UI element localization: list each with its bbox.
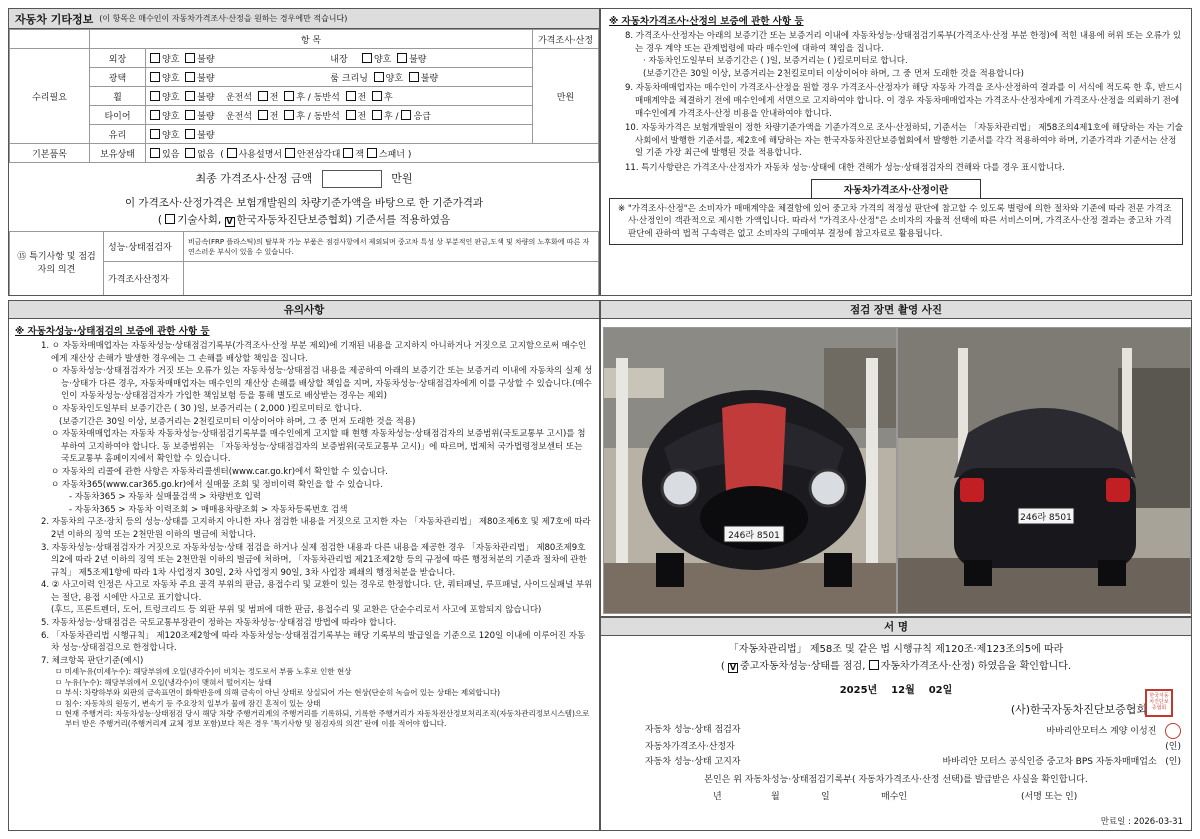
etc-title-bar bbox=[9, 9, 599, 29]
checkbox[interactable] bbox=[185, 91, 195, 101]
final-price-unit: 만원 bbox=[391, 172, 413, 185]
checkbox[interactable] bbox=[185, 148, 195, 158]
caution-p12: 7. 체크항목 판단기준(예시) bbox=[41, 655, 144, 666]
caution-title: 유의사항 bbox=[9, 301, 599, 319]
price-notes-heading: ※ 자동차가격조사·산정의 보증에 관한 사항 등 bbox=[609, 16, 804, 27]
inspector-text: 비금속(FRP 플라스틱)의 탈부착 가능 부품은 점검사항에서 제외되며 중고차 특성 상 부분적인 판금,도색 및 차량의 노후화에 따른 자연스러운 부식이 있을 수 있습니다. bbox=[184, 232, 599, 262]
row-glass: 유리 bbox=[90, 125, 146, 144]
checkbox[interactable] bbox=[258, 110, 268, 120]
etc-title-note: (이 항목은 매수인이 자동차가격조사·산정을 원하는 경우에만 적습니다) bbox=[99, 14, 348, 23]
check-criteria-3: ㅁ 부식: 차량하부와 외판의 금속표면이 화학반응에 의해 금속이 아닌 상태로 상실되어 가는 현상(단순히 녹슬어 있는 상태는 제외합니다) bbox=[55, 688, 500, 698]
definition-box-title: 자동차가격조사·산정이란 bbox=[811, 179, 981, 199]
inspector-label: 성능·상태점검자 bbox=[104, 232, 184, 262]
warranty-note: (보증기간은 30일 이상, 보증거리는 2천킬로미터 이상이어야 하며, 그 중 먼저 도래한 것을 적용합니다) bbox=[643, 68, 1024, 79]
caution-p6: ㅇ 자동차365(www.car365.go.kr)에서 실매물 조회 및 정비이력 확인을 할 수 있습니다. bbox=[51, 479, 383, 490]
caution-p8: 3. 자동차성능·상태점검자가 거짓으로 자동차성능·상태 점검을 하거나 실제 점검한 내용과 다른 내용을 제공한 경우 「자동차관리법」 제80조제9호의2에 따라 2년 이하의 징역 또는 2천만원 이하의 벌금에 처하며, 「자동차관리법 제21조제2항 등의 규정에 따른 행정처분의 기준과 절차에 관한 규칙」 제5조제1항에 따라 1차 사업정지 30일, 2차 사업정지 90일, 3차 사업장 폐쇄의 행정처분을 받습니다. bbox=[41, 542, 587, 578]
caution-p6b: - 자동차365 > 자동차 이력조회 > 매매용차량조회 > 자동차등록번호 검색 bbox=[69, 504, 348, 515]
price-inspector-label: 가격조사산정자 bbox=[104, 262, 184, 296]
checkbox[interactable] bbox=[285, 148, 295, 158]
check-criteria-5: ㅁ 현재 주행거리: 자동차성능·상태점검 당시 해당 차량 주행거리계의 주행거리를 기록하되, 기록한 주행거리가 자동차전산정보처리조직(자동차관리정보시스템)으로부터 받은 주행거리(주행거리계 교체 정보 포함)보다 적은 경우 '특기사항 및 점검자의 의견' 란에 이를 적어야 합니다. bbox=[55, 709, 590, 729]
warranty-line: · 자동차인도일부터 보증기간은 ( )일, 보증거리는 ( )킬로미터로 합니다. bbox=[643, 56, 908, 67]
row-interior: 내장 bbox=[330, 54, 348, 65]
checkbox[interactable] bbox=[185, 53, 195, 63]
checkbox[interactable] bbox=[362, 53, 372, 63]
buyer-row: 년 월 일 매수인 (서명 또는 인) bbox=[713, 791, 1078, 802]
caution-p10: 5. 자동차성능·상태점검은 국토교통부장관이 정하는 자동차성능·상태점검 방법에 따라야 합니다. bbox=[41, 618, 397, 629]
rear-car-photo bbox=[897, 327, 1191, 614]
caution-p1: 1. ㅇ 자동차매매업자는 자동차성능·상태점검기록부(가격조사·산정 부분 제외)에 기재된 내용을 고지하지 아니하거나 거짓으로 고지함으로써 매수인에게 재산상 손해가 발생한 경우에는 그 손해를 배상할 책임을 집니다. bbox=[41, 341, 587, 364]
checkbox[interactable]: V bbox=[729, 663, 737, 672]
col-price-header: 가격조사·산정 bbox=[533, 30, 599, 49]
manwon-label: 만원 bbox=[533, 49, 599, 144]
row-wheel: 휠 bbox=[90, 87, 146, 106]
expiry-date: 만료일 : 2026-03-31 bbox=[1100, 817, 1183, 827]
caution-p5: ㅇ 자동차의 리콜에 관한 사항은 자동차리콜센터(www.car.go.kr)에서 확인할 수 있습니다. bbox=[51, 466, 388, 477]
rear-plate: 246라 8501 bbox=[1020, 513, 1072, 523]
caution-p3: ㅇ 자동차인도일부터 보증기간은 ( 30 )일, 보증거리는 ( 2,000 )킬로미터로 합니다. bbox=[51, 403, 362, 414]
item-9: 9. 자동차매매업자는 매수인이 가격조사·산정을 원할 경우 가격조사·산정자가 해당 자동차 가격을 조사·산정하여 결과를 이 서식에 적도록 한 후, 반드시 매매계약을 체결하기 전에 매수인에게 서면으로 고지하여야 합니다. 이 경우 자동차매매업자는 가격조사·산정자에게 가격조사·산정을 의뢰하기 전에 매수인에게 가격조사·산정 비용을 안내하여야 합니다. bbox=[625, 83, 1183, 119]
checkbox[interactable] bbox=[185, 129, 195, 139]
row-exterior: 외장 bbox=[90, 49, 146, 68]
group-repair: 수리필요 bbox=[10, 49, 90, 144]
caution-p9: 4. ② 사고이력 인정은 사고로 자동차 주요 골격 부위의 판금, 용접수리 및 교환이 있는 경우로 한정합니다. 단, 쿼터패널, 루프패널, 사이드실패널 부위는 절단, 용접 시에만 사고로 표기합니다. bbox=[41, 580, 593, 603]
row-tire: 타이어 bbox=[90, 106, 146, 125]
sign-line-2: ( V 중고자동차성능·상태를 점검, 자동차가격조사·산정) 하였음을 확인합니다. bbox=[720, 661, 1072, 672]
special-table bbox=[9, 231, 599, 296]
checkbox[interactable] bbox=[372, 91, 382, 101]
item-11: 11. 특기사항란은 가격조사·산정자가 자동차 성능·상태에 대한 견해가 성능·상태점검자의 견해와 다를 경우 표시합니다. bbox=[625, 162, 1065, 173]
checkbox[interactable] bbox=[150, 148, 160, 158]
caution-p6a: - 자동차365 > 자동차 실매물검색 > 차량번호 입력 bbox=[69, 492, 262, 503]
etc-title: 자동차 기타정보 bbox=[15, 12, 94, 26]
checkbox[interactable] bbox=[150, 129, 160, 139]
glass-options: 양호 불량 bbox=[146, 125, 533, 144]
front-car-photo bbox=[603, 327, 897, 614]
row-possession: 보유상태 bbox=[90, 144, 146, 163]
checkbox[interactable] bbox=[372, 110, 382, 120]
checkbox[interactable] bbox=[284, 91, 294, 101]
sign-row-2: 자동차가격조사·산정자 (인) bbox=[645, 741, 1181, 752]
front-plate: 246라 8501 bbox=[728, 531, 780, 541]
sign-org: (사)한국자동차진단보증협회 한국자동차진단보증협회 bbox=[601, 701, 1191, 717]
definition-box bbox=[609, 198, 1183, 246]
checkbox[interactable] bbox=[374, 72, 384, 82]
tire-options: 양호 불량 운전석 전 후 / 동반석 전 후 / 응급 bbox=[146, 106, 533, 125]
wheel-options: 양호 불량 운전석 전 후 / 동반석 전 후 bbox=[146, 87, 533, 106]
checkbox[interactable] bbox=[401, 110, 411, 120]
checkbox[interactable] bbox=[185, 72, 195, 82]
gloss-options: 양호 불량 룸 크리닝 양호 불량 bbox=[146, 68, 533, 87]
checkbox[interactable] bbox=[150, 72, 160, 82]
checkbox[interactable]: V bbox=[226, 217, 233, 226]
price-inspector-text bbox=[184, 262, 599, 296]
checkbox[interactable] bbox=[258, 91, 268, 101]
checkbox[interactable] bbox=[165, 214, 175, 224]
checkbox[interactable] bbox=[869, 660, 879, 670]
caution-p7: 2. 자동차의 구조·장치 등의 성능·상태를 고지하지 아니한 자나 점검한 내용을 거짓으로 고지한 자는 「자동차관리법」 제80조제6호 및 제7호에 따라 2년 이하의 징역 또는 2천만원 이하의 벌금에 처합니다. bbox=[41, 517, 591, 540]
caution-p9b: (후드, 프론트펜더, 도어, 트렁크리드 등 외판 부위 및 범퍼에 대한 판금, 용접수리 및 교환은 단순수리로서 사고에 포함되지 않습니다) bbox=[51, 605, 542, 616]
checkbox[interactable] bbox=[367, 148, 377, 158]
caution-p4: ㅇ 자동차매매업자는 자동차 자동차성능·상태점검기록부를 매수인에게 고지할 때 현행 자동차성능·상태점검자의 보증범위(국토교통부 고시)를 첨부하여 고지하여야 합니다. 동 보증범위는 「자동차성능·상태점검자의 보증범위(국토교통부 고시)」에 따르며, 법제처 국가법령정보센터 또는 국토교통부 홈페이지에서 확인할 수 있습니다. bbox=[51, 429, 586, 465]
item-8: 8. 가격조사·산정자는 아래의 보증기간 또는 보증거리 이내에 자동차성능·상태점검기록부(가격조사·산정 부분 한정)에 적힌 내용에 허위 또는 오류가 있는 경우 계약 또는 관계법령에 따라 매수인에 대하여 책임을 집니다. bbox=[625, 31, 1182, 54]
group-basic: 기본품목 bbox=[10, 144, 90, 163]
col-item-header: 항 목 bbox=[90, 30, 533, 49]
caution-heading: ※ 자동차성능·상태점검의 보증에 관한 사항 등 bbox=[15, 326, 210, 337]
sign-date: 2025년 12월 02일 bbox=[839, 685, 953, 696]
checkbox[interactable] bbox=[150, 53, 160, 63]
photo-panel bbox=[600, 300, 1192, 617]
final-price-label: 최종 가격조사·산정 금액 bbox=[195, 172, 313, 185]
receive-text: 본인은 위 자동차성능·상태점검기록부( 자동차가격조사·산정 선택)를 발급받은 사실을 확인합니다. bbox=[704, 774, 1088, 785]
seal-stamp bbox=[1165, 723, 1181, 739]
checkbox[interactable] bbox=[227, 148, 237, 158]
caution-panel bbox=[8, 300, 600, 831]
exterior-options: 양호 불량 내장 양호 불량 bbox=[146, 49, 533, 68]
basis-line-2: ( 기술사회, V 한국자동차진단보증협회) 기준서를 적용하였음 bbox=[157, 214, 451, 226]
checkbox[interactable] bbox=[150, 91, 160, 101]
price-notes-panel bbox=[600, 8, 1192, 296]
etc-info-panel bbox=[8, 8, 600, 296]
repair-table bbox=[9, 29, 599, 163]
special-label: ⑮ 특기사항 및 점검자의 의견 bbox=[10, 232, 104, 296]
sign-row-3: 자동차 성능·상태 고지자 바바리안 모터스 공식인증 중고차 BPS 자동차매매업소 (인) bbox=[645, 756, 1181, 767]
sign-line-1: 「자동차관리법」 제58조 및 같은 법 시행규칙 제120조·제123조의5에 따라 bbox=[728, 644, 1064, 655]
basis-line-1: 이 가격조사·산정가격은 보험개발원의 차량기준가액을 바탕으로 한 기준가격과 bbox=[124, 197, 484, 209]
org-stamp: 한국자동차진단보증협회 bbox=[1145, 689, 1173, 717]
checkbox[interactable] bbox=[284, 110, 294, 120]
checkbox[interactable] bbox=[397, 53, 407, 63]
sign-row-1: 자동차 성능·상태 점검자 바바리안모터스 계양 이성진 bbox=[645, 723, 1181, 740]
signature-panel bbox=[600, 617, 1192, 831]
checkbox[interactable] bbox=[185, 110, 195, 120]
checkbox[interactable] bbox=[346, 110, 356, 120]
checkbox[interactable] bbox=[343, 148, 353, 158]
check-criteria-4: ㅁ 침수: 자동차의 원동기, 변속기 등 주요장치 일부가 물에 잠긴 흔적이 있는 상태 bbox=[55, 698, 321, 708]
definition-text: ※ "가격조사·산정"은 소비자가 매매계약을 체결함에 있어 중고차 가격의 적정성 판단에 참고할 수 있도록 별령에 의한 절차와 기준에 따라 전문 가격조사·산정인이 객관적으로 제시한 가액입니다. 따라서 "가격조사·산정"은 소비자의 자율적 선택에 따른 서비스이며, 가격조사·산정 결과는 중고차 가격판단에 관하여 법적 구속력은 없고 소비자의 구매여부 결정에 참고자료로 활용됩니다. bbox=[618, 203, 1172, 239]
row-room: 룸 크리닝 bbox=[330, 73, 368, 84]
check-criteria-1: ㅁ 미세누유(미세누수): 해당부위에 오일(냉각수)이 비치는 정도로서 부품 노후로 인한 현상 bbox=[55, 667, 352, 677]
caution-p11: 6. 「자동차관리법 시행규칙」 제120조제2항에 따라 자동차성능·상태점검기록부는 해당 기록부의 발급일을 기준으로 120일 이내에 이루어진 자동차 성능·상태점검으로 한정합니다. bbox=[41, 630, 586, 654]
basic-options: 있음 없음 ( 사용설명서 안전삼각대 잭 스패너 ) bbox=[146, 144, 599, 163]
caution-p2: ㅇ 자동차성능·상태점검자가 거짓 또는 오류가 있는 자동차성능·상태점검 내용을 제공하여 아래의 보증기간 또는 보증거리 이내에 자동차의 실제 성능·상태가 다른 경우, 자동차매매업자는 매수인의 재산상 손해를 배상할 책임을 지며, 자동차성능·상태점검자에게 이를 구상할 수 있습니다.(매수인이 자동차성능·상태점검자가 가입한 책임보험 등을 통해 별도로 배상받는 경우는 제외) bbox=[51, 366, 593, 402]
checkbox[interactable] bbox=[346, 91, 356, 101]
caution-p3b: (보증기간은 30일 이상, 보증거리는 2천킬로미터 이상이어야 하며, 그 중 먼저 도래한 것을 적용) bbox=[59, 416, 416, 427]
check-criteria-2: ㅁ 누유(누수): 해당부위에서 오일(냉각수)이 맺혀서 떨어지는 상태 bbox=[55, 677, 272, 687]
item-10: 10. 자동차가격은 보험개발원이 정한 차량기준가액을 기준가격으로 조사·산정하되, 기준서는 「자동차관리법」 제58조의4제1호에 해당하는 자는 기술사회에서 발행한 기준서를, 제2호에 해당하는 자는 한국자동차진단보증협회에서 발행한 기준서를 각각 적용하여야 하며, 기준가격과 기준서는 산정일 기준 가장 최근에 발행된 것을 적용합니다. bbox=[625, 123, 1184, 159]
photo-title: 점검 장면 촬영 사진 bbox=[601, 301, 1191, 319]
final-price-row bbox=[9, 170, 599, 188]
final-price-input[interactable] bbox=[322, 170, 382, 188]
checkbox[interactable] bbox=[409, 72, 419, 82]
signature-title: 서 명 bbox=[601, 618, 1191, 636]
checkbox[interactable] bbox=[150, 110, 160, 120]
row-gloss: 광택 bbox=[90, 68, 146, 87]
